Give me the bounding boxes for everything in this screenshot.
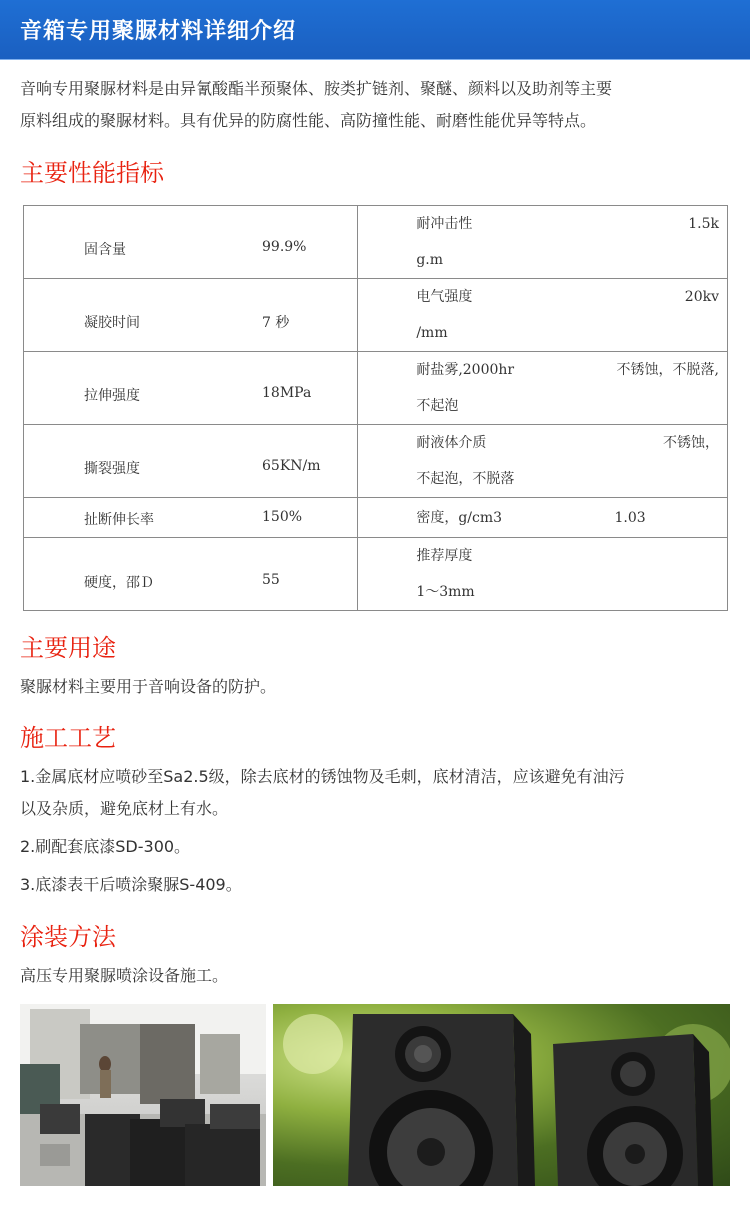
process-step-1-line-2: 以及杂质，避免底材上有水。 — [20, 799, 229, 818]
spec-cell-right — [358, 425, 728, 498]
spec-right-line — [358, 206, 727, 242]
process-step-3: 3.底漆表干后喷涂聚脲S-409。 — [20, 875, 242, 894]
spec-right-line — [358, 279, 727, 315]
spec-right-value: 1.03 — [614, 509, 646, 526]
usage-text: 聚脲材料主要用于音响设备的防护。 — [20, 677, 277, 696]
spec-value: 150% — [262, 509, 303, 525]
section-title-performance: 主要性能指标 — [20, 159, 164, 187]
coating-text: 高压专用聚脲喷涂设备施工。 — [20, 966, 229, 985]
spec-right-name: 耐液体介质 — [416, 435, 487, 451]
spec-right-name: 电气强度 — [416, 289, 473, 305]
table-row — [24, 538, 728, 611]
spec-value: 99.9% — [262, 239, 307, 255]
section-title-process: 施工工艺 — [20, 724, 116, 752]
spec-right-name: 推荐厚度 — [416, 548, 473, 564]
spec-name: 拉伸强度 — [84, 388, 140, 404]
spec-right-value: 20kv — [684, 289, 719, 305]
spec-name: 扯断伸长率 — [84, 512, 154, 528]
spec-right-extra: 1～3mm — [416, 584, 475, 600]
intro-paragraph — [20, 73, 732, 137]
spec-right-name: 耐盐雾,2000hr — [416, 362, 515, 378]
intro-line-2: 原料组成的聚脲材料。具有优异的防腐性能、高防撞性能、耐磨性能优异等特点。 — [20, 111, 597, 130]
spec-right-value: 1.5k — [688, 216, 719, 232]
spec-name: 凝胶时间 — [84, 315, 140, 331]
table-row — [24, 352, 728, 425]
page-header — [0, 0, 750, 60]
spec-name: 撕裂强度 — [84, 461, 140, 477]
spec-cell-left — [24, 206, 358, 279]
spec-right-line — [358, 352, 727, 388]
spec-right-name: 耐冲击性 — [416, 216, 473, 232]
spec-right-extra: g.m — [416, 252, 444, 268]
spec-cell-right — [358, 538, 728, 611]
intro-line-1: 音响专用聚脲材料是由异氰酸酯半预聚体、胺类扩链剂、聚醚、颜料以及助剂等主要 — [20, 79, 613, 98]
spec-value: 65KN/m — [262, 458, 321, 474]
spec-right-extra: 不起泡，不脱落 — [416, 471, 515, 487]
spec-value: 55 — [262, 572, 280, 588]
section-title-coating: 涂装方法 — [20, 923, 116, 951]
workshop-illustration — [20, 1004, 266, 1186]
spec-value: 7 秒 — [262, 315, 290, 331]
spec-right-value: 不锈蚀， — [663, 435, 719, 451]
spec-right-extra: 不起泡 — [416, 398, 459, 414]
spec-cell-right — [358, 279, 728, 352]
spec-name: 硬度，邵Ｄ — [84, 575, 154, 591]
spec-cell-left — [24, 538, 358, 611]
process-steps — [20, 761, 732, 901]
spec-cell-left — [24, 425, 358, 498]
speakers-illustration — [273, 1004, 730, 1186]
process-step-2: 2.刷配套底漆SD-300。 — [20, 837, 191, 856]
spec-cell-right — [358, 498, 728, 538]
table-row — [24, 498, 728, 538]
table-row — [24, 279, 728, 352]
spec-right-extra: /mm — [416, 325, 448, 341]
process-step-1-line-1: 1.金属底材应喷砂至Sa2.5级，除去底材的锈蚀物及毛刺，底材清洁，应该避免有油污 — [20, 767, 625, 786]
table-row — [24, 206, 728, 279]
section-title-usage: 主要用途 — [20, 634, 116, 662]
workshop-photo — [20, 1004, 266, 1186]
page-title: 音箱专用聚脲材料详细介绍 — [20, 19, 297, 44]
performance-table — [23, 205, 728, 611]
spec-cell-left — [24, 352, 358, 425]
table-row — [24, 425, 728, 498]
spec-cell-right — [358, 352, 728, 425]
header-divider — [0, 59, 750, 60]
spec-cell-right — [358, 206, 728, 279]
spec-value: 18MPa — [262, 385, 312, 401]
speakers-photo — [273, 1004, 730, 1186]
spec-cell-left — [24, 498, 358, 538]
spec-right-name: 密度，g/cm3 — [416, 509, 503, 526]
spec-name: 固含量 — [84, 242, 126, 258]
spec-right-line — [358, 425, 727, 461]
spec-cell-left — [24, 279, 358, 352]
spec-right-line — [358, 499, 727, 537]
spec-right-value: 不锈蚀，不脱落, — [616, 362, 719, 378]
